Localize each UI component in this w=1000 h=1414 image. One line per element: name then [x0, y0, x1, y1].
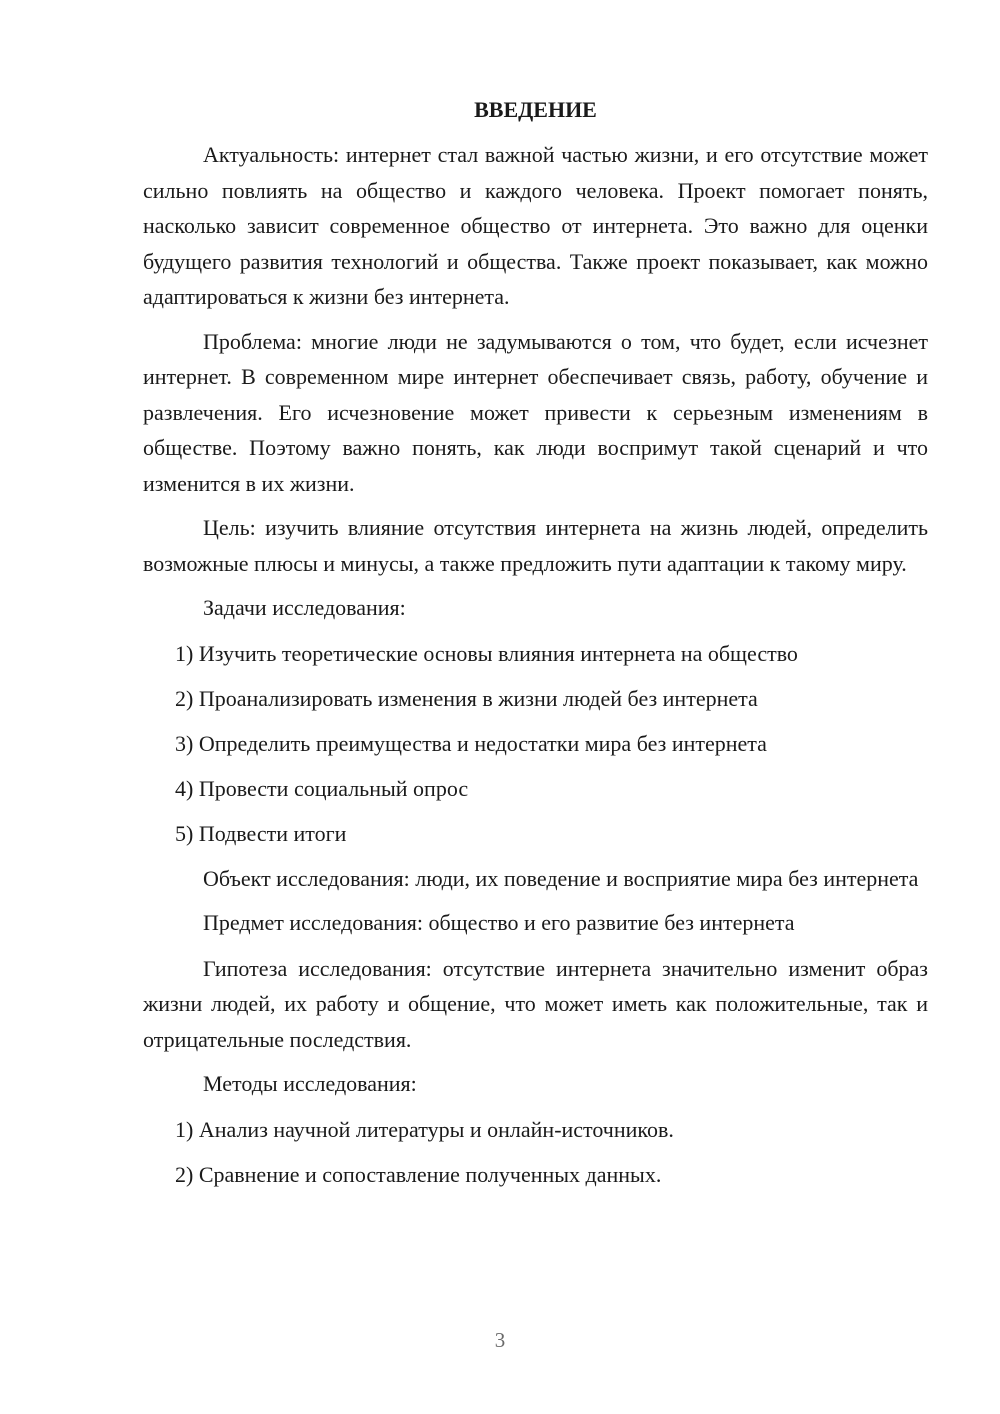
task-item: 5) Подвести итоги [175, 820, 347, 846]
task-item: 2) Проанализировать изменения в жизни людей без интернета [175, 685, 758, 711]
subject-paragraph: Предмет исследования: общество и его развитие без интернета [203, 910, 795, 935]
goal-paragraph: Цель: изучить влияние отсутствия интернета на жизнь людей, определить возможные плюсы и минусы, а также предложить пути адаптации к такому миру. [143, 515, 928, 576]
object-paragraph: Объект исследования: люди, их поведение и восприятие мира без интернета [203, 865, 919, 891]
task-item: 4) Провести социальный опрос [175, 775, 469, 801]
document-page [143, 95, 928, 1202]
method-item: 1) Анализ научной литературы и онлайн-источников. [175, 1116, 674, 1142]
hypothesis-paragraph: Гипотеза исследования: отсутствие интернета значительно изменит образ жизни людей, их работу и общение, что может иметь как положительные, так и отрицательные последствия. [143, 955, 928, 1052]
task-item: 1) Изучить теоретические основы влияния интернета на общество [175, 640, 798, 666]
task-item: 3) Определить преимущества и недостатки мира без интернета [175, 730, 767, 756]
methods-heading: Методы исследования: [203, 1071, 417, 1096]
page-number: 3 [494, 1328, 506, 1352]
tasks-heading: Задачи исследования: [203, 595, 406, 620]
problem-paragraph: Проблема: многие люди не задумываются о том, что будет, если исчезнет интернет. В современном мире интернет обеспечивает связь, работу, обучение и развлечения. Его исчезновение может привести к серьезным изменениям в обществе. Поэтому важно понять, как люди воспримут такой сценарий и что изменится в их жизни. [143, 328, 928, 496]
relevance-paragraph: Актуальность: интернет стал важной частью жизни, и его отсутствие может сильно повлиять на общество и каждого человека. Проект помогает понять, насколько зависит современное общество от интернета. Это важно для оценки будущего развития технологий и общества. Также проект показывает, как можно адаптироваться к жизни без интернета. [143, 142, 928, 309]
method-item: 2) Сравнение и сопоставление полученных данных. [175, 1161, 662, 1187]
tasks-list [143, 636, 928, 852]
section-title: ВВЕДЕНИЕ [474, 97, 597, 122]
methods-list [143, 1112, 928, 1193]
